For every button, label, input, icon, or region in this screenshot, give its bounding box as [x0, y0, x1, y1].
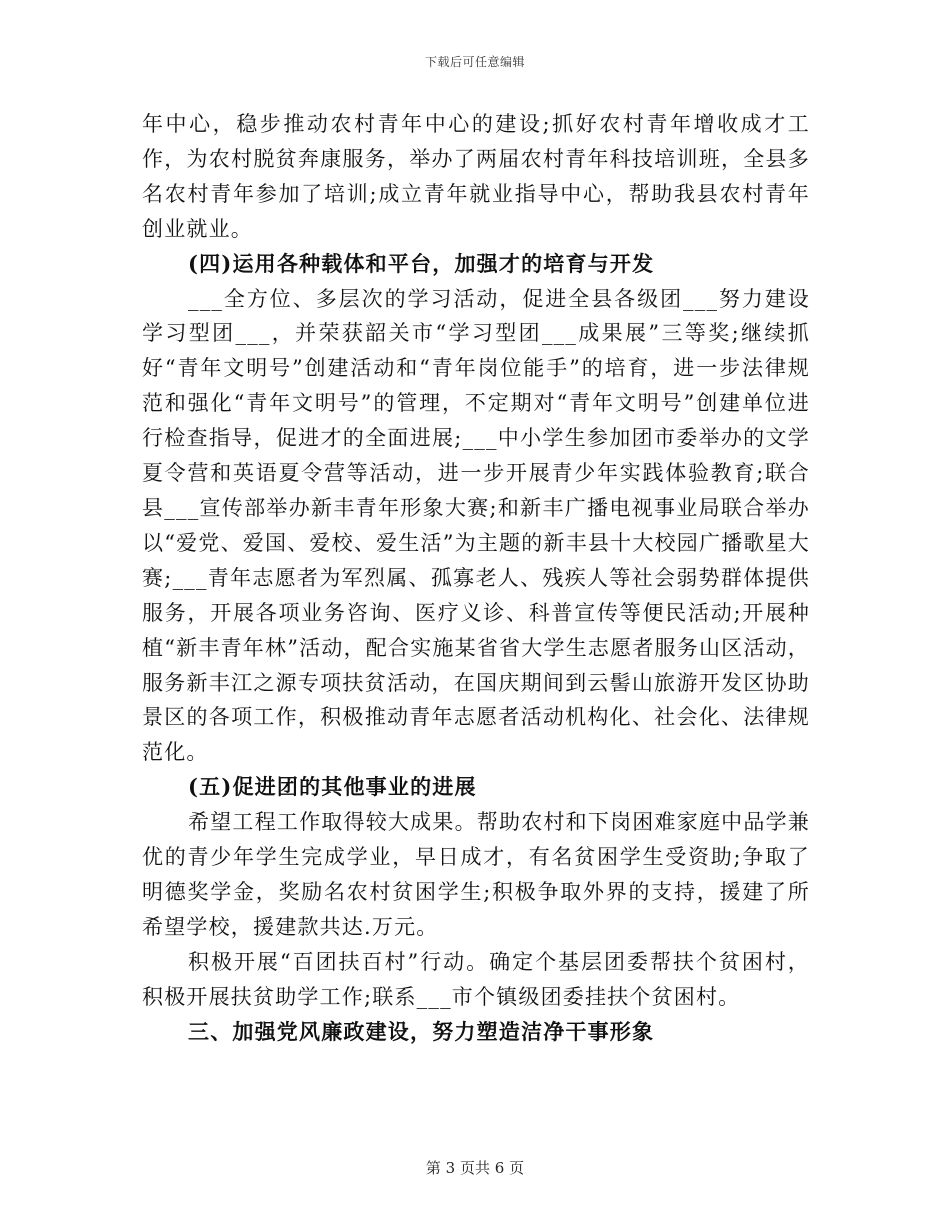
paragraph-village-aid: 积极开展“百团扶百村”行动。确定个基层团委帮扶个贫困村，积极开展扶贫助学工作;联系___市个镇级团委挂扶个贫困村。 [142, 949, 810, 1009]
paragraph-continuation: 年中心，稳步推动农村青年中心的建设;抓好农村青年增收成才工作，为农村脱贫奔康服务，举办了两届农村青年科技培训班，全县多名农村青年参加了培训;成立青年就业指导中心，帮助我县农村青年创业就业。 [142, 112, 810, 241]
page-footer: 第 3 页共 6 页 [425, 1159, 525, 1177]
section-heading-4: (四)运用各种载体和平台，加强才的培育与开发 [188, 250, 655, 276]
section-heading-5: (五)促进团的其他事业的进展 [188, 774, 477, 800]
document-body [142, 107, 810, 1049]
section-heading-3: 三、加强党风廉政建设，努力塑造洁净干事形象 [188, 1018, 655, 1044]
paragraph-hope-project: 希望工程工作取得较大成果。帮助农村和下岗困难家庭中品学兼优的青少年学生完成学业，早日成才，有名贫困学生受资助;争取了明德奖学金，奖励名农村贫困学生;积极争取外界的支持，援建了所希望学校，援建款共达.万元。 [142, 810, 810, 939]
paragraph-learning-activities: ___全方位、多层次的学习活动，促进全县各级团___努力建设学习型团___，并荣获韶关市“学习型团___成果展”三等奖;继续抓好“青年文明号”创建活动和“青年岗位能手”的培育，进一步法律规范和强化“青年文明号”的管理，不定期对“青年文明号”创建单位进行检查指导，促进才的全面进展;___中小学生参加团市委举办的文学夏令营和英语夏令营等活动，进一步开展青少年实践体验教育;联合县___宣传部举办新丰青年形象大赛;和新丰广播电视事业局联合举办以“爱党、爱国、爱校、爱生活”为主题的新丰县十大校园广播歌星大赛;___青年志愿者为军烈属、孤寡老人、残疾人等社会弱势群体提供服务，开展各项业务咨询、医疗义诊、科普宣传等便民活动;开展种植“新丰青年林”活动，配合实施某省省大学生志愿者服务山区活动，服务新丰江之源专项扶贫活动，在国庆期间到云髻山旅游开发区协助景区的各项工作，积极推动青年志愿者活动机构化、社会化、法律规范化。 [142, 286, 810, 765]
page-header: 下载后可任意编辑 [424, 55, 525, 69]
